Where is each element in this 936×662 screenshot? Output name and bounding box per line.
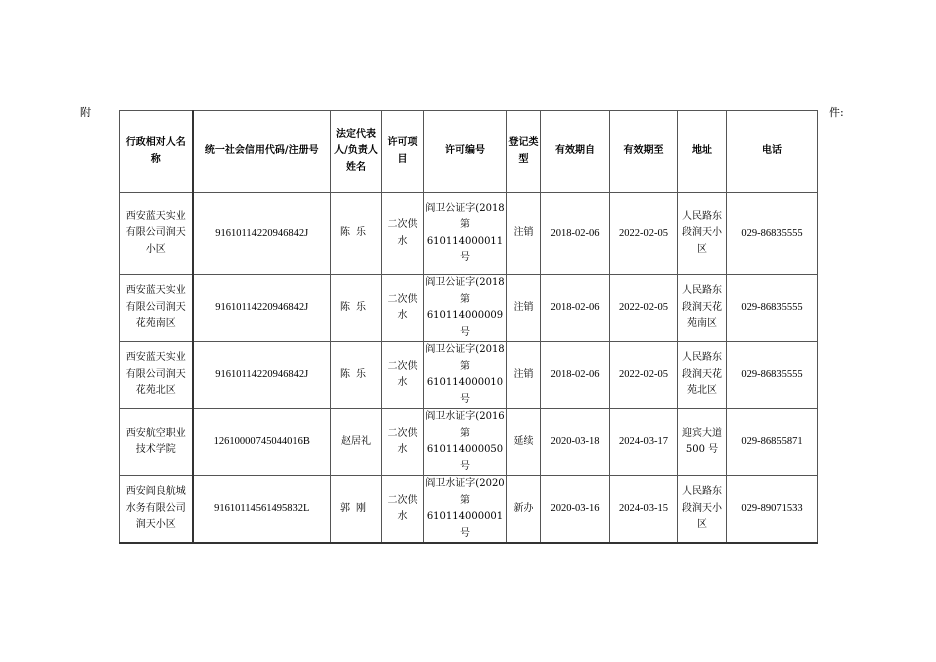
cell-name: 西安蓝天实业有限公司润天小区 — [120, 193, 193, 275]
header-valid-to: 有效期至 — [610, 111, 678, 193]
cell-permit-number: 阎卫公证字(2018第 610114000010号 — [424, 342, 507, 409]
cell-permit-number: 阎卫水证字(2020第 610114000001号 — [424, 476, 507, 544]
cell-valid-from: 2020-03-16 — [541, 476, 610, 544]
cell-registration-type: 注销 — [507, 275, 541, 342]
cell-permit-item: 二次供水 — [382, 409, 424, 476]
header-representative: 法定代表人/负责人姓名 — [331, 111, 382, 193]
cell-representative: 陈乐 — [331, 342, 382, 409]
cell-valid-from: 2018-02-06 — [541, 342, 610, 409]
cell-representative: 赵居礼 — [331, 409, 382, 476]
cell-credit-code: 12610000745044016B — [193, 409, 331, 476]
cell-phone: 029-86835555 — [727, 193, 818, 275]
cell-valid-from: 2018-02-06 — [541, 193, 610, 275]
cell-name: 西安蓝天实业有限公司润天花苑南区 — [120, 275, 193, 342]
cell-valid-to: 2022-02-05 — [610, 342, 678, 409]
cell-credit-code: 91610114220946842J — [193, 193, 331, 275]
table-row — [120, 409, 818, 476]
attachment-label-left: 附 — [80, 106, 91, 119]
table-row — [120, 275, 818, 342]
cell-phone: 029-86855871 — [727, 409, 818, 476]
table-row — [120, 193, 818, 275]
cell-credit-code: 91610114561495832L — [193, 476, 331, 544]
cell-valid-from: 2018-02-06 — [541, 275, 610, 342]
cell-phone: 029-86835555 — [727, 275, 818, 342]
cell-registration-type: 注销 — [507, 342, 541, 409]
cell-name: 西安航空职业技术学院 — [120, 409, 193, 476]
cell-credit-code: 91610114220946842J — [193, 342, 331, 409]
cell-address: 人民路东段润天花苑北区 — [678, 342, 727, 409]
header-permit-number: 许可编号 — [424, 111, 507, 193]
cell-address: 人民路东段润天花苑南区 — [678, 275, 727, 342]
cell-representative: 陈乐 — [331, 275, 382, 342]
cell-representative: 陈乐 — [331, 193, 382, 275]
cell-registration-type: 新办 — [507, 476, 541, 544]
cell-name: 西安蓝天实业有限公司润天花苑北区 — [120, 342, 193, 409]
cell-permit-item: 二次供水 — [382, 342, 424, 409]
header-registration-type: 登记类型 — [507, 111, 541, 193]
table-row — [120, 342, 818, 409]
table-row — [120, 476, 818, 544]
cell-valid-from: 2020-03-18 — [541, 409, 610, 476]
attachment-label-right: 件: — [829, 106, 844, 119]
cell-address: 迎宾大道500 号 — [678, 409, 727, 476]
permit-table — [119, 110, 818, 544]
cell-valid-to: 2024-03-17 — [610, 409, 678, 476]
header-name: 行政相对人名称 — [120, 111, 193, 193]
cell-permit-number: 阎卫公证字(2018第 610114000009号 — [424, 275, 507, 342]
header-permit-item: 许可项目 — [382, 111, 424, 193]
cell-registration-type: 延续 — [507, 409, 541, 476]
header-credit-code: 统一社会信用代码/注册号 — [193, 111, 331, 193]
cell-permit-item: 二次供水 — [382, 193, 424, 275]
cell-representative: 郭刚 — [331, 476, 382, 544]
cell-phone: 029-86835555 — [727, 342, 818, 409]
cell-valid-to: 2022-02-05 — [610, 275, 678, 342]
cell-address: 人民路东段润天小区 — [678, 476, 727, 544]
table-header-row — [120, 111, 818, 193]
cell-credit-code: 91610114220946842J — [193, 275, 331, 342]
cell-permit-item: 二次供水 — [382, 275, 424, 342]
cell-registration-type: 注销 — [507, 193, 541, 275]
cell-valid-to: 2024-03-15 — [610, 476, 678, 544]
cell-permit-number: 阎卫水证字(2016第 610114000050号 — [424, 409, 507, 476]
cell-name: 西安阎良航城水务有限公司润天小区 — [120, 476, 193, 544]
header-address: 地址 — [678, 111, 727, 193]
cell-permit-number: 阎卫公证字(2018第 610114000011号 — [424, 193, 507, 275]
header-phone: 电话 — [727, 111, 818, 193]
cell-permit-item: 二次供水 — [382, 476, 424, 544]
cell-address: 人民路东段润天小区 — [678, 193, 727, 275]
cell-phone: 029-89071533 — [727, 476, 818, 544]
header-valid-from: 有效期自 — [541, 111, 610, 193]
cell-valid-to: 2022-02-05 — [610, 193, 678, 275]
